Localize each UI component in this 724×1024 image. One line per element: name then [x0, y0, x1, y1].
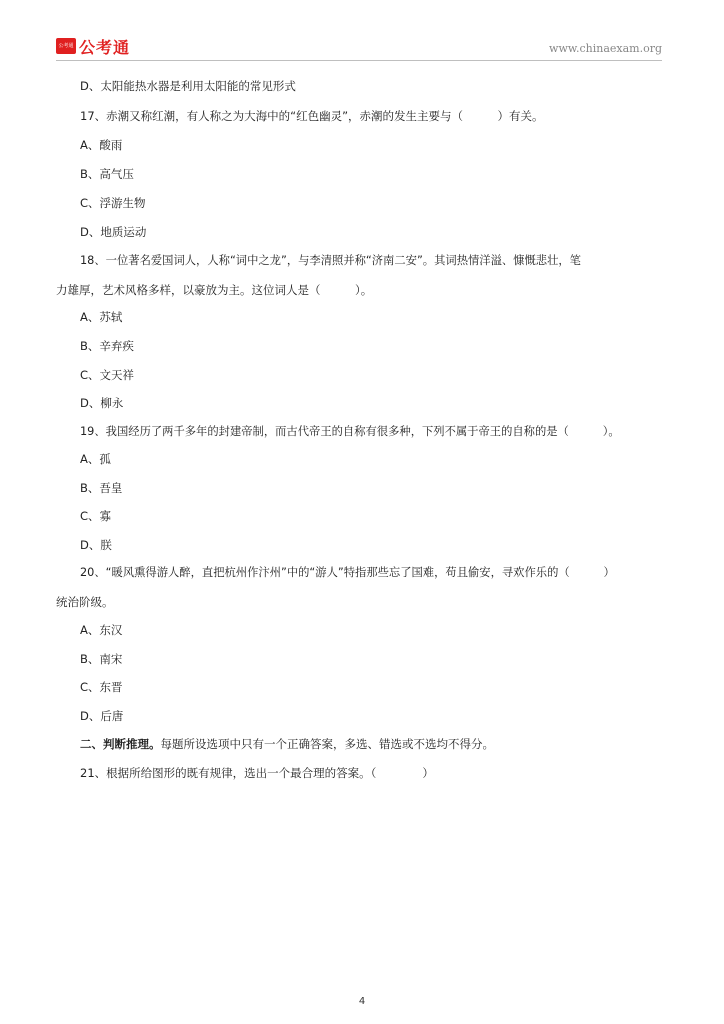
q18-option-b: B、辛弃疾	[80, 339, 134, 353]
page-header	[56, 36, 662, 61]
q20-option-b: B、南宋	[80, 652, 123, 666]
q18-stem-line2: 力雄厚，艺术风格多样，以豪放为主。这位词人是（ ）。	[56, 283, 373, 297]
q18-stem-line1: 18、一位著名爱国词人，人称“词中之龙”，与李清照并称“济南二安”。其词热情洋溢、慷慨悲壮，笔	[80, 254, 581, 267]
q18-option-d: D、柳永	[80, 396, 124, 410]
q20-option-c: C、东晋	[80, 680, 123, 694]
q17-stem: 17、赤潮又称红潮，有人称之为大海中的“红色幽灵”，赤潮的发生主要与（ ）有关。	[80, 109, 544, 123]
q19-option-b: B、吾皇	[80, 481, 123, 495]
logo-text: 公考通	[79, 37, 131, 57]
section2-desc: 每题所设选项中只有一个正确答案，多选、错选或不选均不得分。	[160, 737, 494, 751]
q20-option-d: D、后唐	[80, 709, 124, 723]
q17-option-c: C、浮游生物	[80, 196, 146, 210]
q18-option-a: A、苏轼	[80, 310, 123, 324]
q20-stem-line1: 20、“暖风熏得游人醉，直把杭州作汴州”中的“游人”特指那些忘了国难，苟且偷安，寻欢作乐的（ ）	[80, 566, 615, 579]
q18-option-c: C、文天祥	[80, 368, 135, 382]
logo	[56, 36, 130, 56]
q17-option-b: B、高气压	[80, 167, 134, 181]
page-number: 4	[358, 996, 366, 1007]
q17-option-d: D、地质运动	[80, 225, 147, 239]
q16-option-d: D、太阳能热水器是利用太阳能的常见形式	[80, 79, 296, 93]
q17-option-a: A、酸雨	[80, 138, 123, 152]
section2-title: 二、判断推理。	[80, 737, 161, 751]
section2-heading	[80, 736, 494, 752]
q21-stem: 21、根据所给图形的既有规律，选出一个最合理的答案。（ ）	[80, 766, 434, 780]
q20-stem-line2: 统治阶级。	[56, 595, 114, 609]
q19-stem: 19、我国经历了两千多年的封建帝制，而古代帝王的自称有很多种，下列不属于帝王的自称的是（ ）。	[80, 425, 620, 438]
q19-option-d: D、朕	[80, 538, 112, 552]
site-url: www.chinaexam.org	[549, 42, 662, 55]
q19-option-a: A、孤	[80, 452, 111, 466]
logo-badge-icon: 公考通	[56, 38, 76, 54]
q20-option-a: A、东汉	[80, 623, 123, 637]
q19-option-c: C、寡	[80, 509, 112, 523]
